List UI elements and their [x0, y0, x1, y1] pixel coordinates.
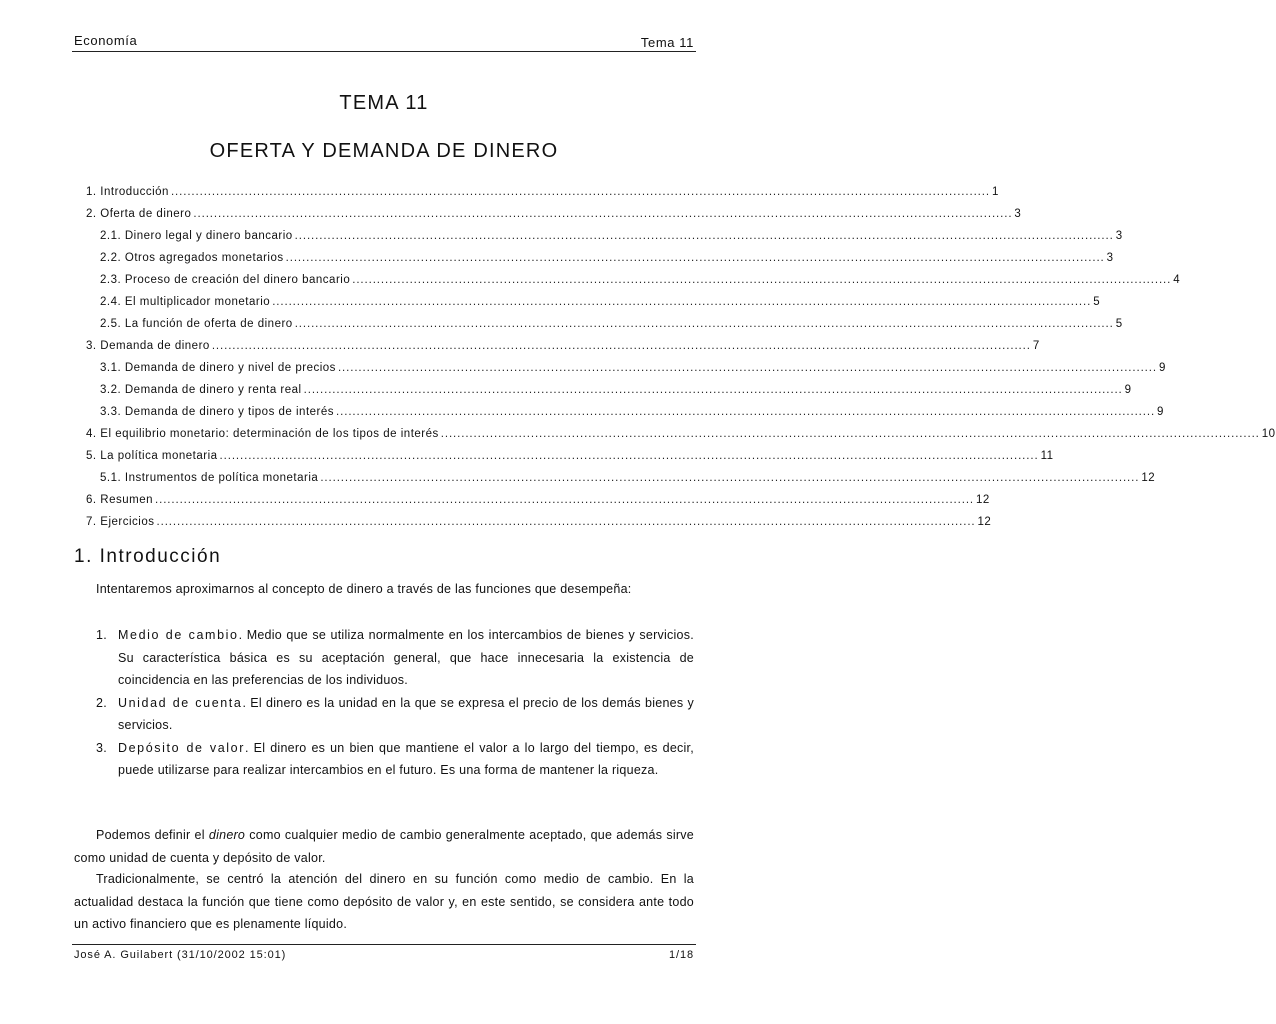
- document-subtitle: OFERTA Y DEMANDA DE DINERO: [209, 140, 559, 162]
- toc-entry-label: 2.1. Dinero legal y dinero bancario: [100, 230, 293, 242]
- toc-leader-dots: ........................................................................................................................................................................................................: [320, 472, 1140, 484]
- list-text: . Medio que se utiliza normalmente en los intercambios de bienes y servicios. Su característica básica es su aceptación general, que hace innecesaria la existencia de coincidencia en las preferencias de los individuos.: [118, 628, 694, 687]
- toc-page-number: 12: [977, 516, 992, 528]
- history-paragraph: Tradicionalmente, se centró la atención del dinero en su función como medio de cambio. En la actualidad destaca la función que tiene como depósito de valor y, en este sentido, se considera ante todo un activo financiero que es plenamente líquido.: [74, 872, 694, 931]
- list-text: . El dinero es un bien que mantiene el valor a lo largo del tiempo, es decir, puede utilizarse para realizar intercambios en el futuro. Es una forma de mantener la riqueza.: [118, 740, 695, 777]
- toc-leader-dots: ........................................................................................................................................................................................................: [440, 428, 1260, 440]
- definition-term: dinero: [208, 828, 246, 842]
- toc-entry[interactable]: [86, 198, 1022, 220]
- toc-entry[interactable]: [86, 440, 1054, 462]
- list-number: 2.: [96, 695, 107, 710]
- toc-leader-dots: ........................................................................................................................................................................................................: [294, 318, 1114, 330]
- functions-list: [96, 624, 694, 782]
- list-term: Medio de cambio: [118, 628, 239, 642]
- toc-entry[interactable]: [86, 286, 1101, 308]
- toc-leader-dots: ........................................................................................................................................................................................................: [170, 186, 990, 198]
- toc-entry-label: 6. Resumen: [86, 494, 154, 506]
- toc-leader-dots: ........................................................................................................................................................................................................: [211, 340, 1031, 352]
- toc-entry[interactable]: [86, 374, 1132, 396]
- toc-entry-label: 2. Oferta de dinero: [86, 208, 192, 220]
- toc-page-number: 10: [1261, 428, 1276, 440]
- intro-paragraph: Intentaremos aproximarnos al concepto de dinero a través de las funciones que desempeña:: [96, 582, 632, 596]
- toc-page-number: 3: [1115, 230, 1123, 242]
- toc-entry-label: 4. El equilibrio monetario: determinación de los tipos de interés: [86, 428, 439, 440]
- toc-page-number: 9: [1158, 362, 1166, 374]
- toc-entry-label: 1. Introducción: [86, 186, 169, 198]
- toc-entry[interactable]: [86, 220, 1123, 242]
- toc-page-number: 9: [1124, 384, 1132, 396]
- toc-entry[interactable]: [86, 242, 1114, 264]
- toc-entry-label: 3.3. Demanda de dinero y tipos de interés: [100, 406, 335, 418]
- toc-entry[interactable]: [86, 330, 1040, 352]
- toc-entry[interactable]: [86, 352, 1166, 374]
- toc-entry[interactable]: [86, 418, 1276, 440]
- toc-leader-dots: ........................................................................................................................................................................................................: [337, 362, 1157, 374]
- toc-entry-label: 3. Demanda de dinero: [86, 340, 210, 352]
- list-item: [96, 624, 694, 692]
- toc-page-number: 12: [976, 494, 990, 506]
- page-footer: [72, 944, 696, 967]
- toc-leader-dots: ........................................................................................................................................................................................................: [285, 252, 1105, 264]
- toc-leader-dots: ........................................................................................................................................................................................................: [294, 230, 1114, 242]
- toc-entry-label: 2.3. Proceso de creación del dinero bancario: [100, 274, 351, 286]
- list-term: Depósito de valor: [118, 740, 245, 755]
- toc-page-number: 12: [1141, 472, 1156, 484]
- toc-leader-dots: ........................................................................................................................................................................................................: [272, 296, 1092, 308]
- list-text: . El dinero es la unidad en la que se expresa el precio de los demás bienes y servicios.: [118, 695, 695, 732]
- toc-leader-dots: ........................................................................................................................................................................................................: [336, 406, 1156, 418]
- toc-entry-label: 2.5. La función de oferta de dinero: [100, 318, 293, 330]
- header-topic: Tema 11: [640, 35, 694, 50]
- toc-entry[interactable]: [86, 484, 990, 506]
- definition-text-start: Podemos definir el: [96, 828, 209, 842]
- page-number: 1/18: [668, 949, 694, 961]
- toc-entry[interactable]: [86, 176, 999, 198]
- toc-entry-label: 5. La política monetaria: [86, 450, 218, 462]
- toc-page-number: 3: [1106, 252, 1114, 264]
- list-term: Unidad de cuenta: [118, 695, 243, 710]
- toc-page-number: 5: [1115, 318, 1123, 330]
- toc-page-number: 5: [1093, 296, 1101, 308]
- toc-leader-dots: ........................................................................................................................................................................................................: [193, 208, 1013, 220]
- toc-leader-dots: ........................................................................................................................................................................................................: [156, 516, 976, 528]
- toc-entry-label: 2.4. El multiplicador monetario: [100, 296, 271, 308]
- definition-text-end: como cualquier medio de cambio generalmente aceptado, que además sirve como unidad de cuenta y depósito de valor.: [74, 828, 694, 865]
- toc-page-number: 1: [991, 186, 999, 198]
- page-header: [72, 32, 696, 52]
- table-of-contents: [86, 176, 1276, 528]
- footer-author: José A. Guilabert (31/10/2002 15:01): [74, 949, 287, 961]
- section-heading: 1. Introducción: [74, 546, 222, 567]
- toc-leader-dots: ........................................................................................................................................................................................................: [352, 274, 1172, 286]
- toc-entry[interactable]: [86, 506, 992, 528]
- toc-page-number: 4: [1173, 274, 1181, 286]
- list-item: [96, 692, 694, 737]
- list-number: 3.: [96, 740, 107, 755]
- definition-paragraph: [74, 824, 694, 869]
- list-item: [96, 737, 694, 782]
- header-subject: Economía: [74, 33, 138, 48]
- toc-entry-label: 2.2. Otros agregados monetarios: [100, 252, 284, 264]
- toc-entry[interactable]: [86, 396, 1164, 418]
- list-number: 1.: [96, 628, 107, 642]
- toc-entry-label: 3.2. Demanda de dinero y renta real: [100, 384, 302, 396]
- toc-entry-label: 7. Ejercicios: [86, 516, 155, 528]
- toc-entry[interactable]: [86, 462, 1156, 484]
- toc-page-number: 11: [1040, 450, 1054, 462]
- toc-page-number: 7: [1032, 340, 1040, 352]
- toc-leader-dots: ........................................................................................................................................................................................................: [155, 494, 975, 506]
- toc-entry-label: 5.1. Instrumentos de política monetaria: [100, 472, 319, 484]
- toc-entry[interactable]: [86, 308, 1123, 330]
- toc-entry-label: 3.1. Demanda de dinero y nivel de precios: [100, 362, 336, 374]
- document-title: TEMA 11: [339, 92, 429, 114]
- toc-leader-dots: ........................................................................................................................................................................................................: [303, 384, 1123, 396]
- toc-entry[interactable]: [86, 264, 1181, 286]
- toc-page-number: 9: [1157, 406, 1164, 418]
- toc-leader-dots: ........................................................................................................................................................................................................: [219, 450, 1039, 462]
- toc-page-number: 3: [1014, 208, 1022, 220]
